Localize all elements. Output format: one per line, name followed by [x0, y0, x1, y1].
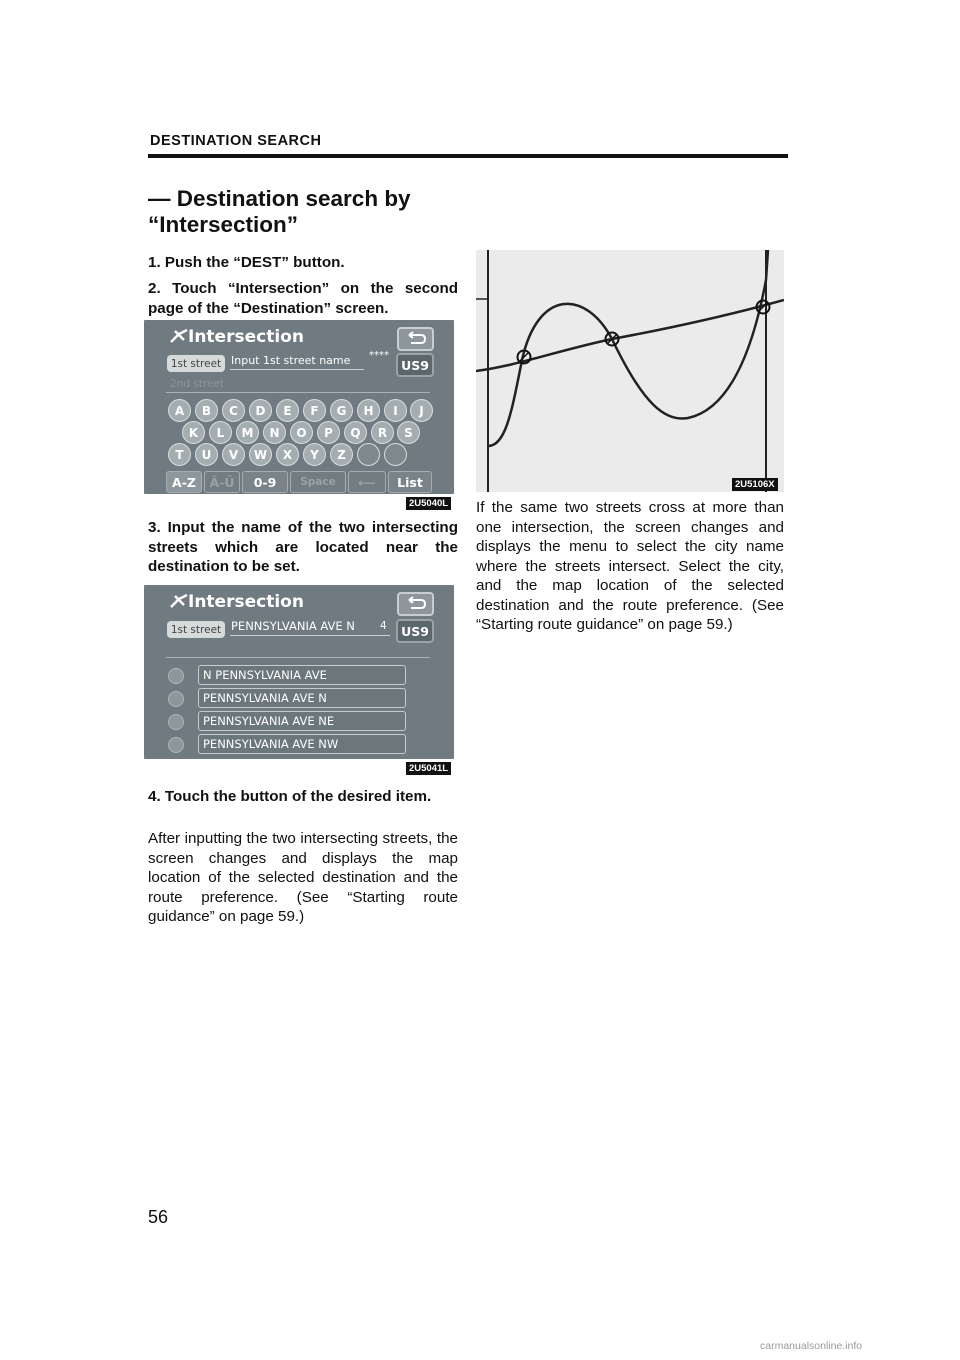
key-j[interactable]: J [410, 399, 433, 422]
key-r[interactable]: R [371, 421, 394, 444]
second-street-line [166, 657, 430, 658]
screenshot-intersection-list [144, 585, 454, 759]
back-arrow-icon [399, 594, 432, 614]
key-n[interactable]: N [263, 421, 286, 444]
list-item[interactable]: PENNSYLVANIA AVE N [198, 688, 406, 708]
after-input-paragraph: After inputting the two intersecting streets, the screen changes and displays the map location of the selected destination and the route preference. (See “Starting route guidance” on page 59.) [148, 830, 458, 925]
page-number: 56 [148, 1207, 169, 1227]
footer-watermark: carmanualsonline.info [760, 1340, 863, 1352]
street-input-line [230, 369, 364, 370]
header-rule [148, 154, 788, 158]
key-blank-2[interactable] [384, 443, 407, 466]
key-c[interactable]: C [222, 399, 245, 422]
key-y[interactable]: Y [303, 443, 326, 466]
intersection-icon [170, 593, 188, 609]
key-b[interactable]: B [195, 399, 218, 422]
key-g[interactable]: G [330, 399, 353, 422]
key-w[interactable]: W [249, 443, 272, 466]
street-input-line [230, 635, 390, 636]
figure-code-2u5040l: 2U5040L [406, 497, 451, 510]
key-k[interactable]: K [182, 421, 205, 444]
header-section-label: DESTINATION SEARCH [150, 133, 322, 149]
street-input-prompt: Input 1st street name [231, 354, 351, 367]
key-a[interactable]: A [168, 399, 191, 422]
key-u[interactable]: U [195, 443, 218, 466]
back-arrow-icon [399, 329, 432, 349]
figure-code-2u5106x: 2U5106X [732, 478, 778, 491]
key-p[interactable]: P [317, 421, 340, 444]
section-title [148, 186, 478, 238]
space-button[interactable]: Space [290, 471, 346, 493]
tab-2nd-street[interactable]: 2nd street [170, 378, 225, 390]
key-blank-1[interactable] [357, 443, 380, 466]
key-h[interactable]: H [357, 399, 380, 422]
step-1: 1. Push the “DEST” button. [148, 254, 345, 271]
back-button[interactable] [397, 592, 434, 616]
list-button[interactable]: List [388, 471, 432, 493]
tab-1st-street[interactable]: 1st street [167, 621, 225, 638]
key-v[interactable]: V [222, 443, 245, 466]
key-t[interactable]: T [168, 443, 191, 466]
list-scroll-dot [168, 691, 184, 707]
mode-umlaut-button[interactable]: Ä-Ü [204, 471, 240, 493]
key-z[interactable]: Z [330, 443, 353, 466]
multiple-intersection-paragraph: If the same two streets cross at more than one intersection, the screen changes and displays the menu to select the city name where the streets intersect. Select the city, and the map location of the selected destination and the route preference. (See “Starting route guidance” on page 59.) [476, 499, 784, 633]
second-street-line [166, 392, 430, 393]
key-q[interactable]: Q [344, 421, 367, 444]
step-3: 3. Input the name of the two intersecting streets which are located near the destination to be set. [148, 519, 458, 575]
entered-street: PENNSYLVANIA AVE N [231, 619, 355, 633]
figure-code-2u5041l: 2U5041L [406, 762, 451, 775]
region-button[interactable]: US9 [396, 619, 434, 643]
key-l[interactable]: L [209, 421, 232, 444]
list-item[interactable]: PENNSYLVANIA AVE NW [198, 734, 406, 754]
key-f[interactable]: F [303, 399, 326, 422]
tab-1st-street[interactable]: 1st street [167, 355, 225, 372]
screenshot-intersection-keyboard [144, 320, 454, 494]
key-d[interactable]: D [249, 399, 272, 422]
match-count: 4 [380, 620, 387, 632]
key-i[interactable]: I [384, 399, 407, 422]
list-scroll-dot [168, 737, 184, 753]
region-button[interactable]: US9 [396, 353, 434, 377]
key-e[interactable]: E [276, 399, 299, 422]
mode-09-button[interactable]: 0-9 [242, 471, 288, 493]
key-s[interactable]: S [397, 421, 420, 444]
intersection-icon [170, 328, 188, 344]
key-x[interactable]: X [276, 443, 299, 466]
screen1-title: Intersection [188, 327, 304, 347]
list-item[interactable]: N PENNSYLVANIA AVE [198, 665, 406, 685]
back-button[interactable] [397, 327, 434, 351]
section-title-line1: — Destination search by [148, 186, 411, 211]
intersection-diagram-svg [476, 250, 784, 492]
list-scroll-dot [168, 668, 184, 684]
intersection-diagram [476, 250, 784, 492]
delete-button[interactable]: ⟵ [348, 471, 386, 493]
step-4: 4. Touch the button of the desired item. [148, 788, 432, 805]
key-o[interactable]: O [290, 421, 313, 444]
section-title-line2: “Intersection” [148, 212, 299, 237]
list-scroll-dot [168, 714, 184, 730]
screen2-title: Intersection [188, 592, 304, 612]
step-2: 2. Touch “Intersection” on the second page of the “Destination” screen. [148, 280, 458, 317]
mode-az-button[interactable]: A-Z [166, 471, 202, 493]
list-item[interactable]: PENNSYLVANIA AVE NE [198, 711, 406, 731]
match-count: **** [369, 350, 389, 361]
key-m[interactable]: M [236, 421, 259, 444]
street-second [488, 250, 768, 446]
